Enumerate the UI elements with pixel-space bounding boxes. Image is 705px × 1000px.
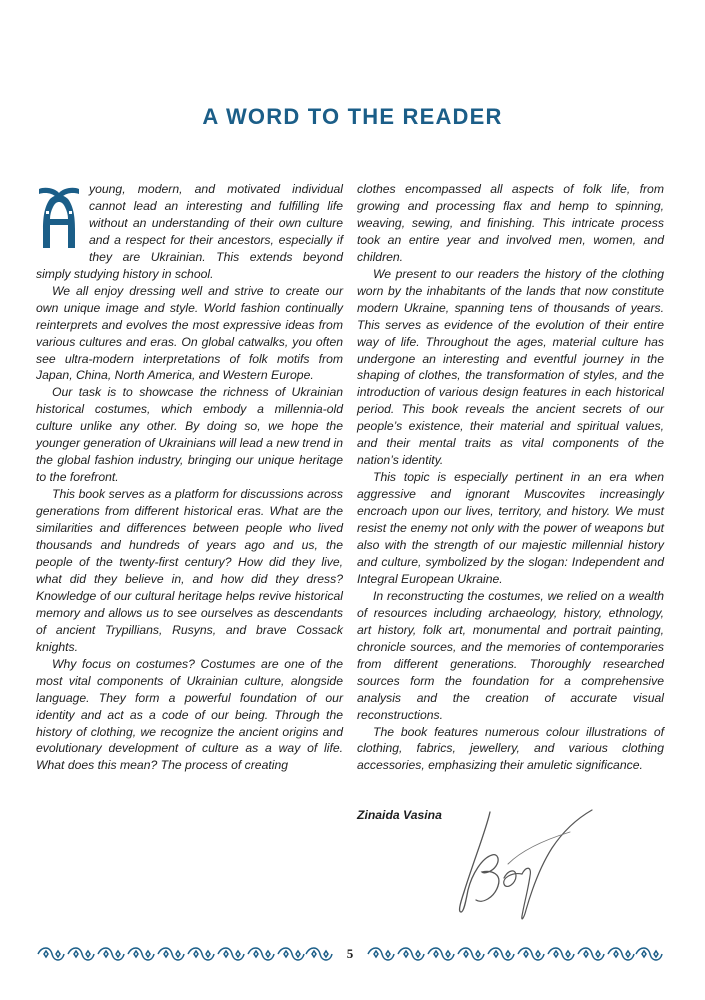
paragraph: Why focus on costumes? Costumes are one of the most vital components of Ukrainian culture, alongside language. They form a powerful foundation of our identity and act as a code of our being. Through the history of clothing, we recognize the ancient origins and evolutionary development of culture as a way of life. What does this mean? The process of creating bbox=[36, 656, 343, 773]
author-name: Zinaida Vasina bbox=[357, 808, 442, 822]
ornamental-a-icon bbox=[36, 185, 82, 251]
ornament-border-left bbox=[36, 943, 334, 965]
paragraph: This book serves as a platform for discussions across generations from different historical eras. What are the similarities and differences between people who lived thousands and hundreds of years ago and us, the people of the twenty-first century? How did they live, what did they believe in, and how did they dress? Knowledge of our cultural heritage helps revive historical memory and allows us to see ourselves as descendants of ancient Trypillians, Rusyns, and brave Cossack knights. bbox=[36, 487, 343, 654]
paragraph: The book features numerous colour illustrations of clothing, fabrics, jewellery, and various clothing accessories, emphasizing their amuletic significance. bbox=[357, 724, 664, 773]
left-column bbox=[36, 181, 343, 774]
paragraph: We all enjoy dressing well and strive to create our own unique image and style. World fashion continually reinterprets and evolves the most expressive ideas from various cultures and eras. On global catwalks, you often see ultra-modern interpretations of folk motifs from Japan, China, North America, and Western Europe. bbox=[36, 283, 343, 383]
paragraph: This topic is especially pertinent in an era when aggressive and ignorant Muscovites increasingly encroach upon our lives, territory, and history. We must resist the enemy not only with the power of weapons but also with the strength of our majestic millennial history and culture, symbolized by the slogan: Independent and Integral European Ukraine. bbox=[357, 470, 664, 586]
paragraph: clothes encompassed all aspects of folk life, from growing and processing flax and hemp to spinning, weaving, sewing, and finishing. This intricate process took an entire year and involved men, women, and children. bbox=[357, 182, 664, 264]
paragraph: We present to our readers the history of the clothing worn by the inhabitants of the lands that now constitute modern Ukraine, spanning tens of thousands of years. This serves as evidence of the evolution of their entire way of life. Throughout the ages, material culture has undergone an interesting and eventful journey in the shaping of clothes, the transformation of styles, and the introduction of various design features in each historical period. This book reveals the ancient secrets of our people’s existence, their material and spiritual values, and their mental traits as vital components of the nation’s identity. bbox=[357, 266, 664, 468]
page-title: A WORD TO THE READER bbox=[202, 104, 503, 129]
paragraph: Our task is to showcase the richness of Ukrainian historical costumes, which embody a millennia-old culture unlike any other. By doing so, we hope the younger generation of Ukrainians will lead a new trend in the global fashion industry, bringing our unique heritage to the forefront. bbox=[36, 385, 343, 485]
paragraph: young, modern, and motivated individual cannot lead an interesting and fulfilling life without an understanding of their own culture and a respect for their ancestors, especially if they are Ukrainian. This extends beyond simply studying history in school. bbox=[36, 182, 343, 281]
page-number: 5 bbox=[346, 946, 354, 961]
right-column bbox=[357, 181, 664, 774]
ornament-border-right bbox=[366, 943, 664, 965]
signature-icon bbox=[452, 800, 602, 925]
paragraph: In reconstructing the costumes, we relied on a wealth of resources including archaeology, history, ethnology, art history, folk art, monumental and portrait painting, chronicle sources, and the memories of contemporaries from different generations. Thoroughly researched sources form the foundation for a comprehensive analysis and the creation of accurate visual reconstructions. bbox=[357, 588, 664, 722]
dropcap-letter bbox=[36, 185, 82, 251]
